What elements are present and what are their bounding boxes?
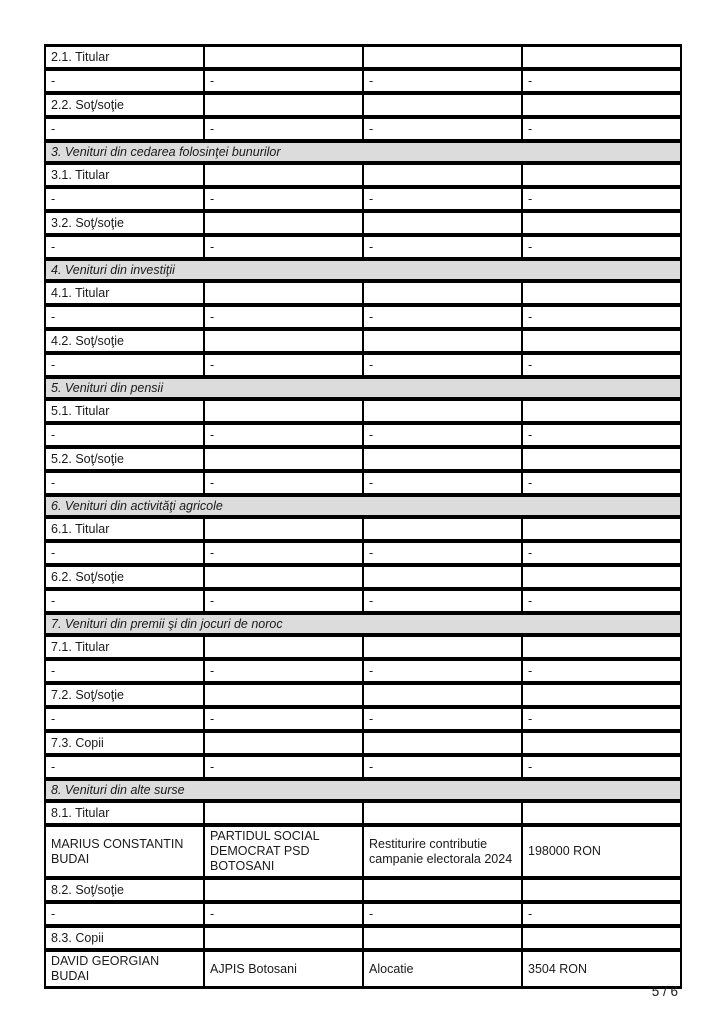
row-label-cell: 8.1. Titular	[45, 801, 204, 825]
table-row	[45, 471, 681, 495]
empty-cell: -	[204, 902, 363, 926]
table-row	[45, 589, 681, 613]
empty-cell: -	[45, 235, 204, 259]
empty-cell	[204, 399, 363, 423]
empty-cell	[522, 801, 681, 825]
section-header: 5. Venituri din pensii	[45, 377, 681, 399]
empty-cell: -	[522, 589, 681, 613]
section-header: 3. Venituri din cedarea folosinţei bunurilor	[45, 141, 681, 163]
section-header: 7. Venituri din premii şi din jocuri de noroc	[45, 613, 681, 635]
page-number: 5 / 6	[651, 984, 678, 999]
empty-cell	[522, 683, 681, 707]
empty-cell	[522, 93, 681, 117]
empty-cell: -	[363, 707, 522, 731]
empty-cell	[204, 329, 363, 353]
empty-cell: -	[522, 659, 681, 683]
empty-cell	[363, 683, 522, 707]
empty-cell	[522, 878, 681, 902]
empty-cell: -	[204, 755, 363, 779]
empty-cell: -	[204, 471, 363, 495]
empty-cell: -	[363, 541, 522, 565]
table-row	[45, 211, 681, 235]
empty-cell	[363, 45, 522, 69]
row-label-cell: 6.1. Titular	[45, 517, 204, 541]
section-row	[45, 613, 681, 635]
table-row	[45, 423, 681, 447]
empty-cell	[204, 565, 363, 589]
empty-cell: -	[204, 589, 363, 613]
empty-cell	[204, 447, 363, 471]
table-row	[45, 950, 681, 988]
row-label-cell: 5.2. Soţ/soţie	[45, 447, 204, 471]
empty-cell: -	[204, 305, 363, 329]
empty-cell: -	[45, 707, 204, 731]
empty-cell	[363, 878, 522, 902]
section-row	[45, 141, 681, 163]
table-row	[45, 755, 681, 779]
empty-cell: -	[204, 423, 363, 447]
row-label-cell: 5.1. Titular	[45, 399, 204, 423]
empty-cell: -	[363, 902, 522, 926]
empty-cell	[204, 93, 363, 117]
empty-cell	[363, 447, 522, 471]
value-cell: 198000 RON	[522, 825, 681, 878]
table-row	[45, 305, 681, 329]
empty-cell	[204, 45, 363, 69]
empty-cell: -	[363, 755, 522, 779]
empty-cell	[522, 281, 681, 305]
empty-cell: -	[522, 755, 681, 779]
table-row	[45, 707, 681, 731]
empty-cell: -	[45, 902, 204, 926]
section-header: 6. Venituri din activităţi agricole	[45, 495, 681, 517]
empty-cell	[363, 926, 522, 950]
empty-cell	[363, 329, 522, 353]
table-row	[45, 447, 681, 471]
income-table-body	[45, 45, 681, 988]
empty-cell	[522, 163, 681, 187]
section-header: 8. Venituri din alte surse	[45, 779, 681, 801]
table-row	[45, 683, 681, 707]
empty-cell: -	[363, 659, 522, 683]
empty-cell: -	[363, 471, 522, 495]
empty-cell: -	[522, 423, 681, 447]
value-cell: MARIUS CONSTANTIN BUDAI	[45, 825, 204, 878]
value-cell: DAVID GEORGIAN BUDAI	[45, 950, 204, 988]
empty-cell: -	[522, 235, 681, 259]
table-row	[45, 878, 681, 902]
section-row	[45, 779, 681, 801]
empty-cell: -	[45, 589, 204, 613]
value-cell: 3504 RON	[522, 950, 681, 988]
empty-cell: -	[45, 755, 204, 779]
row-label-cell: 3.1. Titular	[45, 163, 204, 187]
row-label-cell: 8.2. Soţ/soţie	[45, 878, 204, 902]
table-row	[45, 187, 681, 211]
row-label-cell: 7.2. Soţ/soţie	[45, 683, 204, 707]
empty-cell	[204, 163, 363, 187]
empty-cell: -	[522, 541, 681, 565]
table-row	[45, 117, 681, 141]
empty-cell	[363, 565, 522, 589]
table-row	[45, 281, 681, 305]
empty-cell	[204, 281, 363, 305]
section-row	[45, 377, 681, 399]
value-cell: PARTIDUL SOCIAL DEMOCRAT PSD BOTOSANI	[204, 825, 363, 878]
empty-cell: -	[45, 305, 204, 329]
table-row	[45, 902, 681, 926]
empty-cell: -	[522, 353, 681, 377]
row-label-cell: 7.1. Titular	[45, 635, 204, 659]
empty-cell: -	[522, 69, 681, 93]
empty-cell	[363, 801, 522, 825]
empty-cell: -	[204, 659, 363, 683]
table-row	[45, 45, 681, 69]
table-row	[45, 541, 681, 565]
table-row	[45, 517, 681, 541]
empty-cell: -	[204, 187, 363, 211]
empty-cell: -	[363, 423, 522, 447]
table-row	[45, 163, 681, 187]
empty-cell	[363, 399, 522, 423]
empty-cell: -	[363, 69, 522, 93]
empty-cell	[363, 93, 522, 117]
empty-cell	[204, 683, 363, 707]
empty-cell: -	[522, 471, 681, 495]
empty-cell: -	[45, 471, 204, 495]
row-label-cell: 7.3. Copii	[45, 731, 204, 755]
empty-cell: -	[363, 589, 522, 613]
empty-cell: -	[45, 69, 204, 93]
table-row	[45, 353, 681, 377]
empty-cell	[363, 731, 522, 755]
income-declaration-table	[44, 44, 682, 989]
empty-cell: -	[522, 707, 681, 731]
row-label-cell: 8.3. Copii	[45, 926, 204, 950]
empty-cell	[522, 731, 681, 755]
empty-cell: -	[45, 353, 204, 377]
empty-cell	[522, 399, 681, 423]
empty-cell	[522, 926, 681, 950]
row-label-cell: 2.1. Titular	[45, 45, 204, 69]
empty-cell: -	[363, 187, 522, 211]
table-row	[45, 399, 681, 423]
empty-cell: -	[45, 659, 204, 683]
empty-cell	[522, 447, 681, 471]
value-cell: AJPIS Botosani	[204, 950, 363, 988]
empty-cell	[363, 635, 522, 659]
empty-cell	[363, 281, 522, 305]
empty-cell: -	[522, 117, 681, 141]
table-row	[45, 659, 681, 683]
empty-cell: -	[363, 235, 522, 259]
section-row	[45, 259, 681, 281]
empty-cell: -	[204, 117, 363, 141]
empty-cell	[204, 731, 363, 755]
empty-cell	[522, 565, 681, 589]
row-label-cell: 6.2. Soţ/soţie	[45, 565, 204, 589]
empty-cell: -	[204, 541, 363, 565]
table-row	[45, 825, 681, 878]
empty-cell	[363, 211, 522, 235]
value-cell: Alocatie	[363, 950, 522, 988]
table-row	[45, 235, 681, 259]
empty-cell	[204, 635, 363, 659]
empty-cell: -	[204, 69, 363, 93]
empty-cell: -	[363, 117, 522, 141]
empty-cell: -	[45, 423, 204, 447]
empty-cell: -	[204, 353, 363, 377]
empty-cell: -	[363, 305, 522, 329]
table-row	[45, 565, 681, 589]
empty-cell: -	[45, 541, 204, 565]
value-cell: Restiturire contributie campanie electorala 2024	[363, 825, 522, 878]
empty-cell: -	[204, 235, 363, 259]
empty-cell	[522, 211, 681, 235]
empty-cell: -	[522, 187, 681, 211]
empty-cell: -	[45, 117, 204, 141]
empty-cell	[522, 329, 681, 353]
table-row	[45, 635, 681, 659]
empty-cell: -	[363, 353, 522, 377]
empty-cell	[204, 801, 363, 825]
empty-cell	[204, 878, 363, 902]
row-label-cell: 4.1. Titular	[45, 281, 204, 305]
empty-cell	[363, 163, 522, 187]
empty-cell	[363, 517, 522, 541]
row-label-cell: 2.2. Soţ/soţie	[45, 93, 204, 117]
table-row	[45, 801, 681, 825]
table-row	[45, 69, 681, 93]
empty-cell: -	[522, 902, 681, 926]
empty-cell	[204, 926, 363, 950]
empty-cell	[204, 211, 363, 235]
empty-cell: -	[204, 707, 363, 731]
empty-cell	[522, 517, 681, 541]
row-label-cell: 4.2. Soţ/soţie	[45, 329, 204, 353]
empty-cell: -	[45, 187, 204, 211]
table-row	[45, 731, 681, 755]
table-row	[45, 926, 681, 950]
table-row	[45, 93, 681, 117]
empty-cell: -	[522, 305, 681, 329]
empty-cell	[522, 45, 681, 69]
section-header: 4. Venituri din investiţii	[45, 259, 681, 281]
empty-cell	[522, 635, 681, 659]
row-label-cell: 3.2. Soţ/soţie	[45, 211, 204, 235]
empty-cell	[204, 517, 363, 541]
table-row	[45, 329, 681, 353]
section-row	[45, 495, 681, 517]
